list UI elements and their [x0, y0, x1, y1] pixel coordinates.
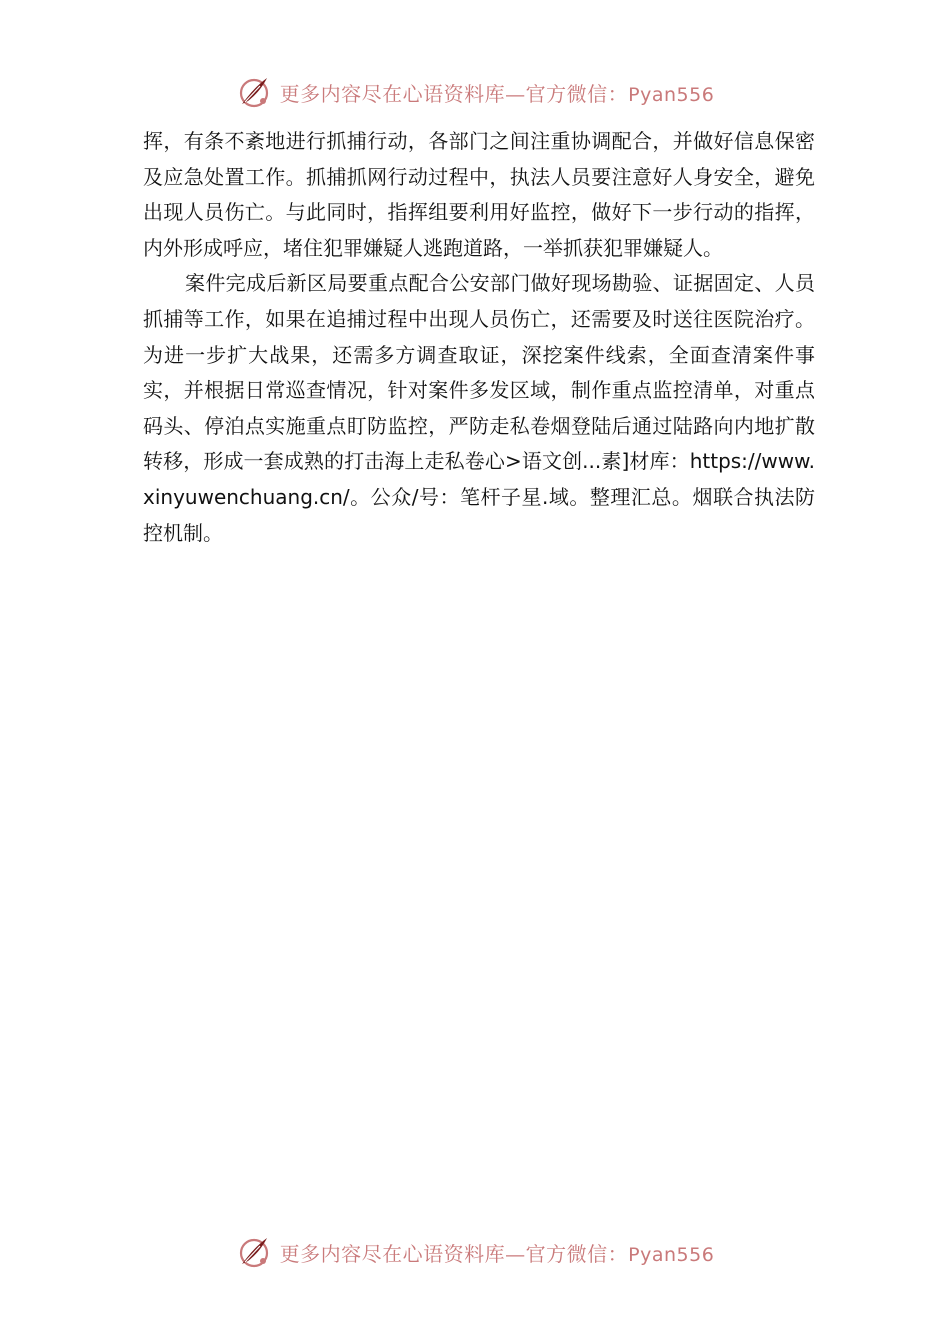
header-watermark-id: Pyan556 [628, 83, 715, 106]
header-watermark [0, 72, 950, 112]
paragraph-1: 挥，有条不紊地进行抓捕行动，各部门之间注重协调配合，并做好信息保密及应急处置工作。抓捕抓网行动过程中，执法人员要注意好人身安全，避免出现人员伤亡。与此同时，指挥组要利用好监控，做好下一步行动的指挥，内外形成呼应，堵住犯罪嫌疑人逃跑道路，一举抓获犯罪嫌疑人。 [143, 129, 815, 260]
document-body [143, 124, 815, 551]
header-watermark-text: 更多内容尽在心语资料库—官方微信：Pyan556 [279, 81, 715, 106]
footer-watermark-id: Pyan556 [628, 1243, 715, 1266]
footer-watermark-text: 更多内容尽在心语资料库—官方微信：Pyan556 [279, 1241, 715, 1266]
quill-pen-logo-icon [236, 74, 272, 110]
quill-pen-logo-icon [236, 1234, 272, 1270]
footer-watermark [0, 1232, 950, 1272]
paragraph-2: 案件完成后新区局要重点配合公安部门做好现场勘验、证据固定、人员抓捕等工作，如果在追捕过程中出现人员伤亡，还需要及时送往医院治疗。为进一步扩大战果，还需多方调查取证，深挖案件线索，全面查清案件事实，并根据日常巡查情况，针对案件多发区域，制作重点监控清单，对重点码头、停泊点实施重点盯防监控，严防走私卷烟登陆后通过陆路向内地扩散转移，形成一套成熟的打击海上走私卷心>语文创...素]材库：https://www.xinyuwenchuang.cn/。公众/号：笔杆子星.域。整理汇总。烟联合执法防控机制。 [143, 271, 815, 545]
